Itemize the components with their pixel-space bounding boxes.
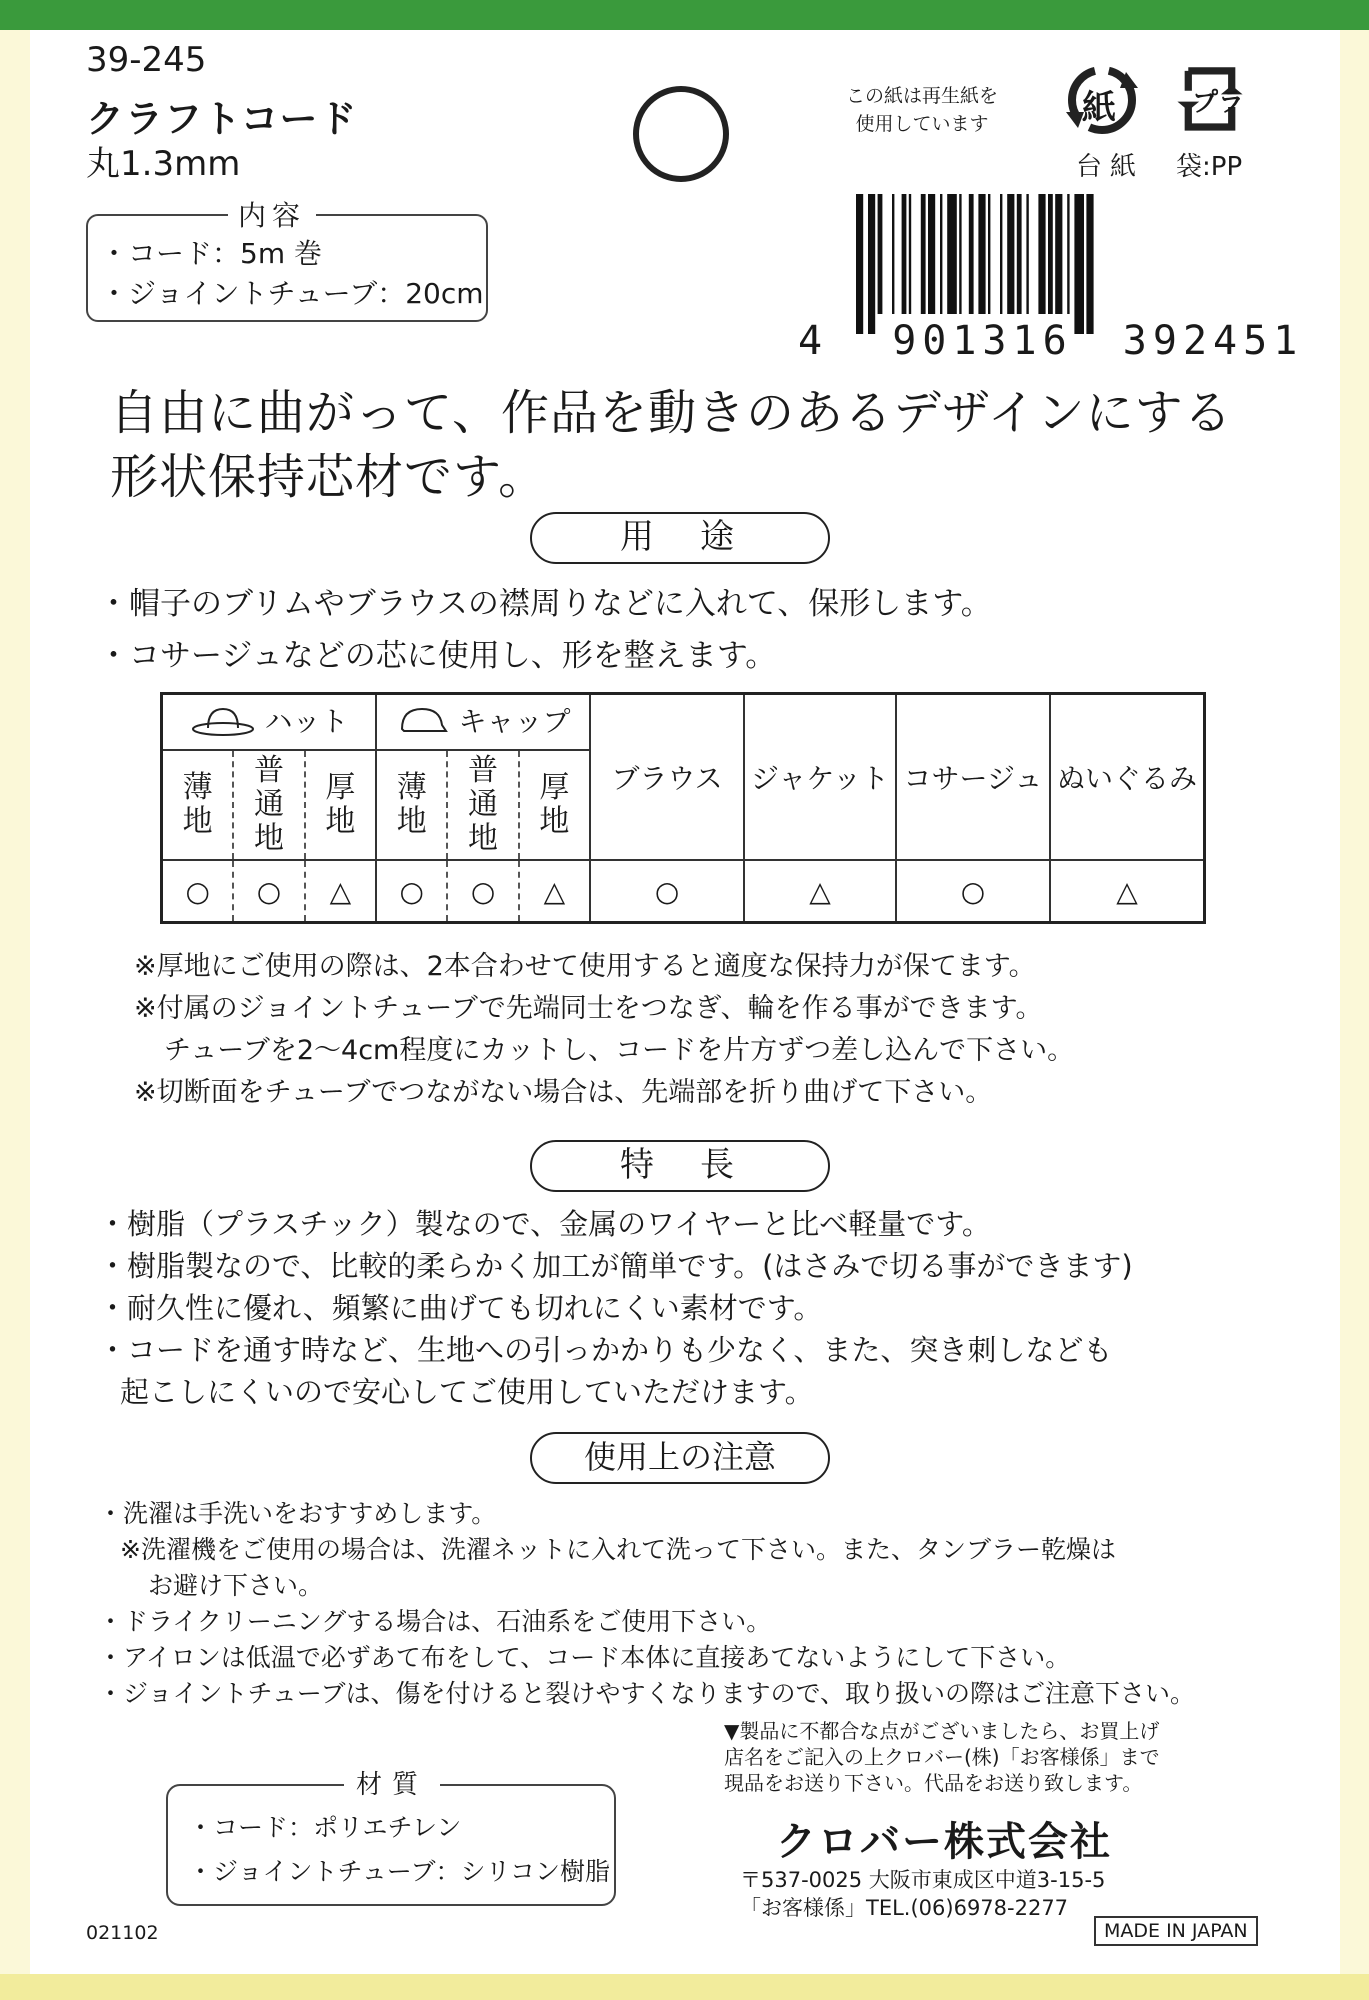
corsage-header: コサージュ — [896, 694, 1050, 861]
made-in-label: MADE IN JAPAN — [1094, 1916, 1258, 1946]
plastic-mark-char: プラ — [1192, 88, 1245, 118]
features-bullet-4-cont: 起こしにくいので安心してご使用していただけます。 — [120, 1375, 814, 1409]
mark-cap-normal: ○ — [447, 860, 518, 922]
jacket-header: ジャケット — [744, 694, 896, 861]
caution-heading-text: 使用上の注意 — [583, 1438, 776, 1476]
plush-header: ぬいぐるみ — [1050, 694, 1205, 861]
mark-plush: △ — [1050, 860, 1205, 922]
cap-normal-text: 普 通 地 — [468, 752, 499, 856]
cap-icon — [396, 703, 450, 744]
top-color-band — [0, 0, 1369, 30]
mark-cap-thick: △ — [519, 860, 590, 922]
uses-note-1: ※厚地にご使用の際は、2本合わせて使用すると適度な保持力が保てます。 — [134, 951, 1036, 982]
hat-label: ハット — [264, 705, 349, 739]
features-heading — [530, 1140, 830, 1192]
product-size: 丸1.3mm — [86, 144, 241, 184]
caution-line-6: ・ジョイントチューブは、傷を付けると裂けやすくなりますので、取り扱いの際はご注意下さい。 — [98, 1679, 1196, 1708]
lead-line-1: 自由に曲がって、作品を動きのあるデザインにする — [110, 385, 1233, 441]
uses-heading-text: 用 途 — [620, 517, 740, 557]
paper-mark-char: 紙 — [1082, 88, 1116, 128]
mark-corsage: ○ — [896, 860, 1050, 922]
cap-thin-text: 薄 地 — [396, 769, 427, 839]
product-number: 39-245 — [86, 40, 207, 80]
barcode-group-1: 901316 — [892, 318, 1073, 364]
mark-hat-normal: ○ — [233, 860, 304, 922]
company-tel: 「お客様係」TEL.(06)6978-2277 — [740, 1896, 1069, 1920]
hat-normal — [233, 750, 304, 860]
contents-title: 内容 — [228, 194, 316, 234]
caution-line-3: お避け下さい。 — [148, 1571, 324, 1600]
mark-hat-thin: ○ — [162, 860, 234, 922]
hat-thin-text: 薄 地 — [182, 769, 213, 839]
material-line-2: ・ジョイントチューブ：シリコン樹脂 — [188, 1857, 611, 1886]
paper-recycle-mark — [1064, 58, 1140, 146]
cap-header — [376, 694, 590, 750]
mark-blouse: ○ — [590, 860, 744, 922]
plastic-recycle-mark — [1172, 56, 1248, 144]
hat-header — [162, 694, 377, 750]
features-bullet-2: ・樹脂製なので、比較的柔らかく加工が簡単です。(はさみで切る事ができます) — [98, 1249, 1133, 1283]
features-bullet-4: ・コードを通す時など、生地への引っかかりも少なく、また、突き刺しなども — [98, 1333, 1113, 1367]
company-note-line1: ▼製品に不都合な点がございましたら、お買上げ — [724, 1719, 1160, 1743]
hat-icon — [190, 703, 256, 744]
recycled-note-line2: 使用しています — [855, 113, 989, 135]
uses-note-2: ※付属のジョイントチューブで先端同士をつなぎ、輪を作る事ができます。 — [134, 993, 1043, 1024]
bag-material-label: 袋:PP — [1176, 152, 1243, 182]
company-address: 〒537-0025 大阪市東成区中道3-15-5 — [740, 1868, 1106, 1892]
cap-normal — [447, 750, 518, 860]
hang-hole — [633, 86, 729, 182]
features-bullet-1: ・樹脂（プラスチック）製なので、金属のワイヤーと比べ軽量です。 — [98, 1207, 991, 1241]
company-name: クロバー株式会社 — [776, 1819, 1112, 1865]
hat-normal-text: 普 通 地 — [254, 752, 285, 856]
features-heading-text: 特 長 — [620, 1145, 740, 1185]
bottom-color-band — [0, 1974, 1369, 2000]
mark-cap-thin: ○ — [376, 860, 447, 922]
barcode-digits — [798, 318, 1303, 364]
mark-jacket: △ — [744, 860, 896, 922]
cap-thin — [376, 750, 447, 860]
hat-thin — [162, 750, 234, 860]
caution-line-2: ※洗濯機をご使用の場合は、洗濯ネットに入れて洗って下さい。また、タンブラー乾燥は — [120, 1535, 1116, 1564]
caution-heading — [530, 1432, 830, 1484]
recycled-note-line1: この紙は再生紙を — [845, 85, 998, 107]
barcode-group-2: 392451 — [1122, 318, 1304, 364]
product-name: クラフトコード — [86, 97, 358, 141]
hat-thick — [305, 750, 376, 860]
paper-material-label: 台紙 — [1076, 152, 1145, 182]
caution-line-4: ・ドライクリーニングする場合は、石油系をご使用下さい。 — [98, 1607, 772, 1636]
uses-table — [160, 692, 1206, 924]
material-title: 材質 — [344, 1764, 440, 1801]
uses-bullet-2: ・コサージュなどの芯に使用し、形を整えます。 — [98, 638, 777, 674]
caution-line-1: ・洗濯は手洗いをおすすめします。 — [98, 1499, 497, 1528]
contents-line-2: ・ジョイントチューブ：20cm — [100, 277, 484, 310]
caution-line-5: ・アイロンは低温で必ずあて布をして、コード本体に直接あてないようにして下さい。 — [98, 1643, 1071, 1672]
lead-line-2: 形状保持芯材です。 — [110, 449, 548, 505]
barcode-first-digit: 4 — [798, 318, 829, 364]
features-bullet-3: ・耐久性に優れ、頻繁に曲げても切れにくい素材です。 — [98, 1291, 823, 1325]
contents-line-1: ・コード：5m 巻 — [100, 237, 322, 270]
company-note-line2: 店名をご記入の上クロバー(株)「お客様係」まで — [724, 1745, 1160, 1769]
cap-thick-text: 厚 地 — [539, 769, 570, 839]
material-line-1: ・コード：ポリエチレン — [188, 1813, 462, 1842]
hat-thick-text: 厚 地 — [325, 769, 356, 839]
mark-hat-thick: △ — [305, 860, 376, 922]
uses-note-4: ※切断面をチューブでつながない場合は、先端部を折り曲げて下さい。 — [134, 1077, 993, 1108]
uses-bullet-1: ・帽子のブリムやブラウスの襟周りなどに入れて、保形します。 — [98, 586, 992, 622]
cap-label: キャップ — [458, 705, 571, 739]
print-code: 021102 — [86, 1922, 159, 1944]
recycled-paper-note — [812, 82, 1032, 138]
cap-thick — [519, 750, 590, 860]
company-note-line3: 現品をお送り下さい。代品をお送り致します。 — [724, 1771, 1143, 1795]
uses-heading — [530, 512, 830, 564]
uses-note-3: チューブを2〜4cm程度にカットし、コードを片方ずつ差し込んで下さい。 — [164, 1035, 1075, 1066]
blouse-header: ブラウス — [590, 694, 744, 861]
barcode — [852, 194, 1248, 334]
